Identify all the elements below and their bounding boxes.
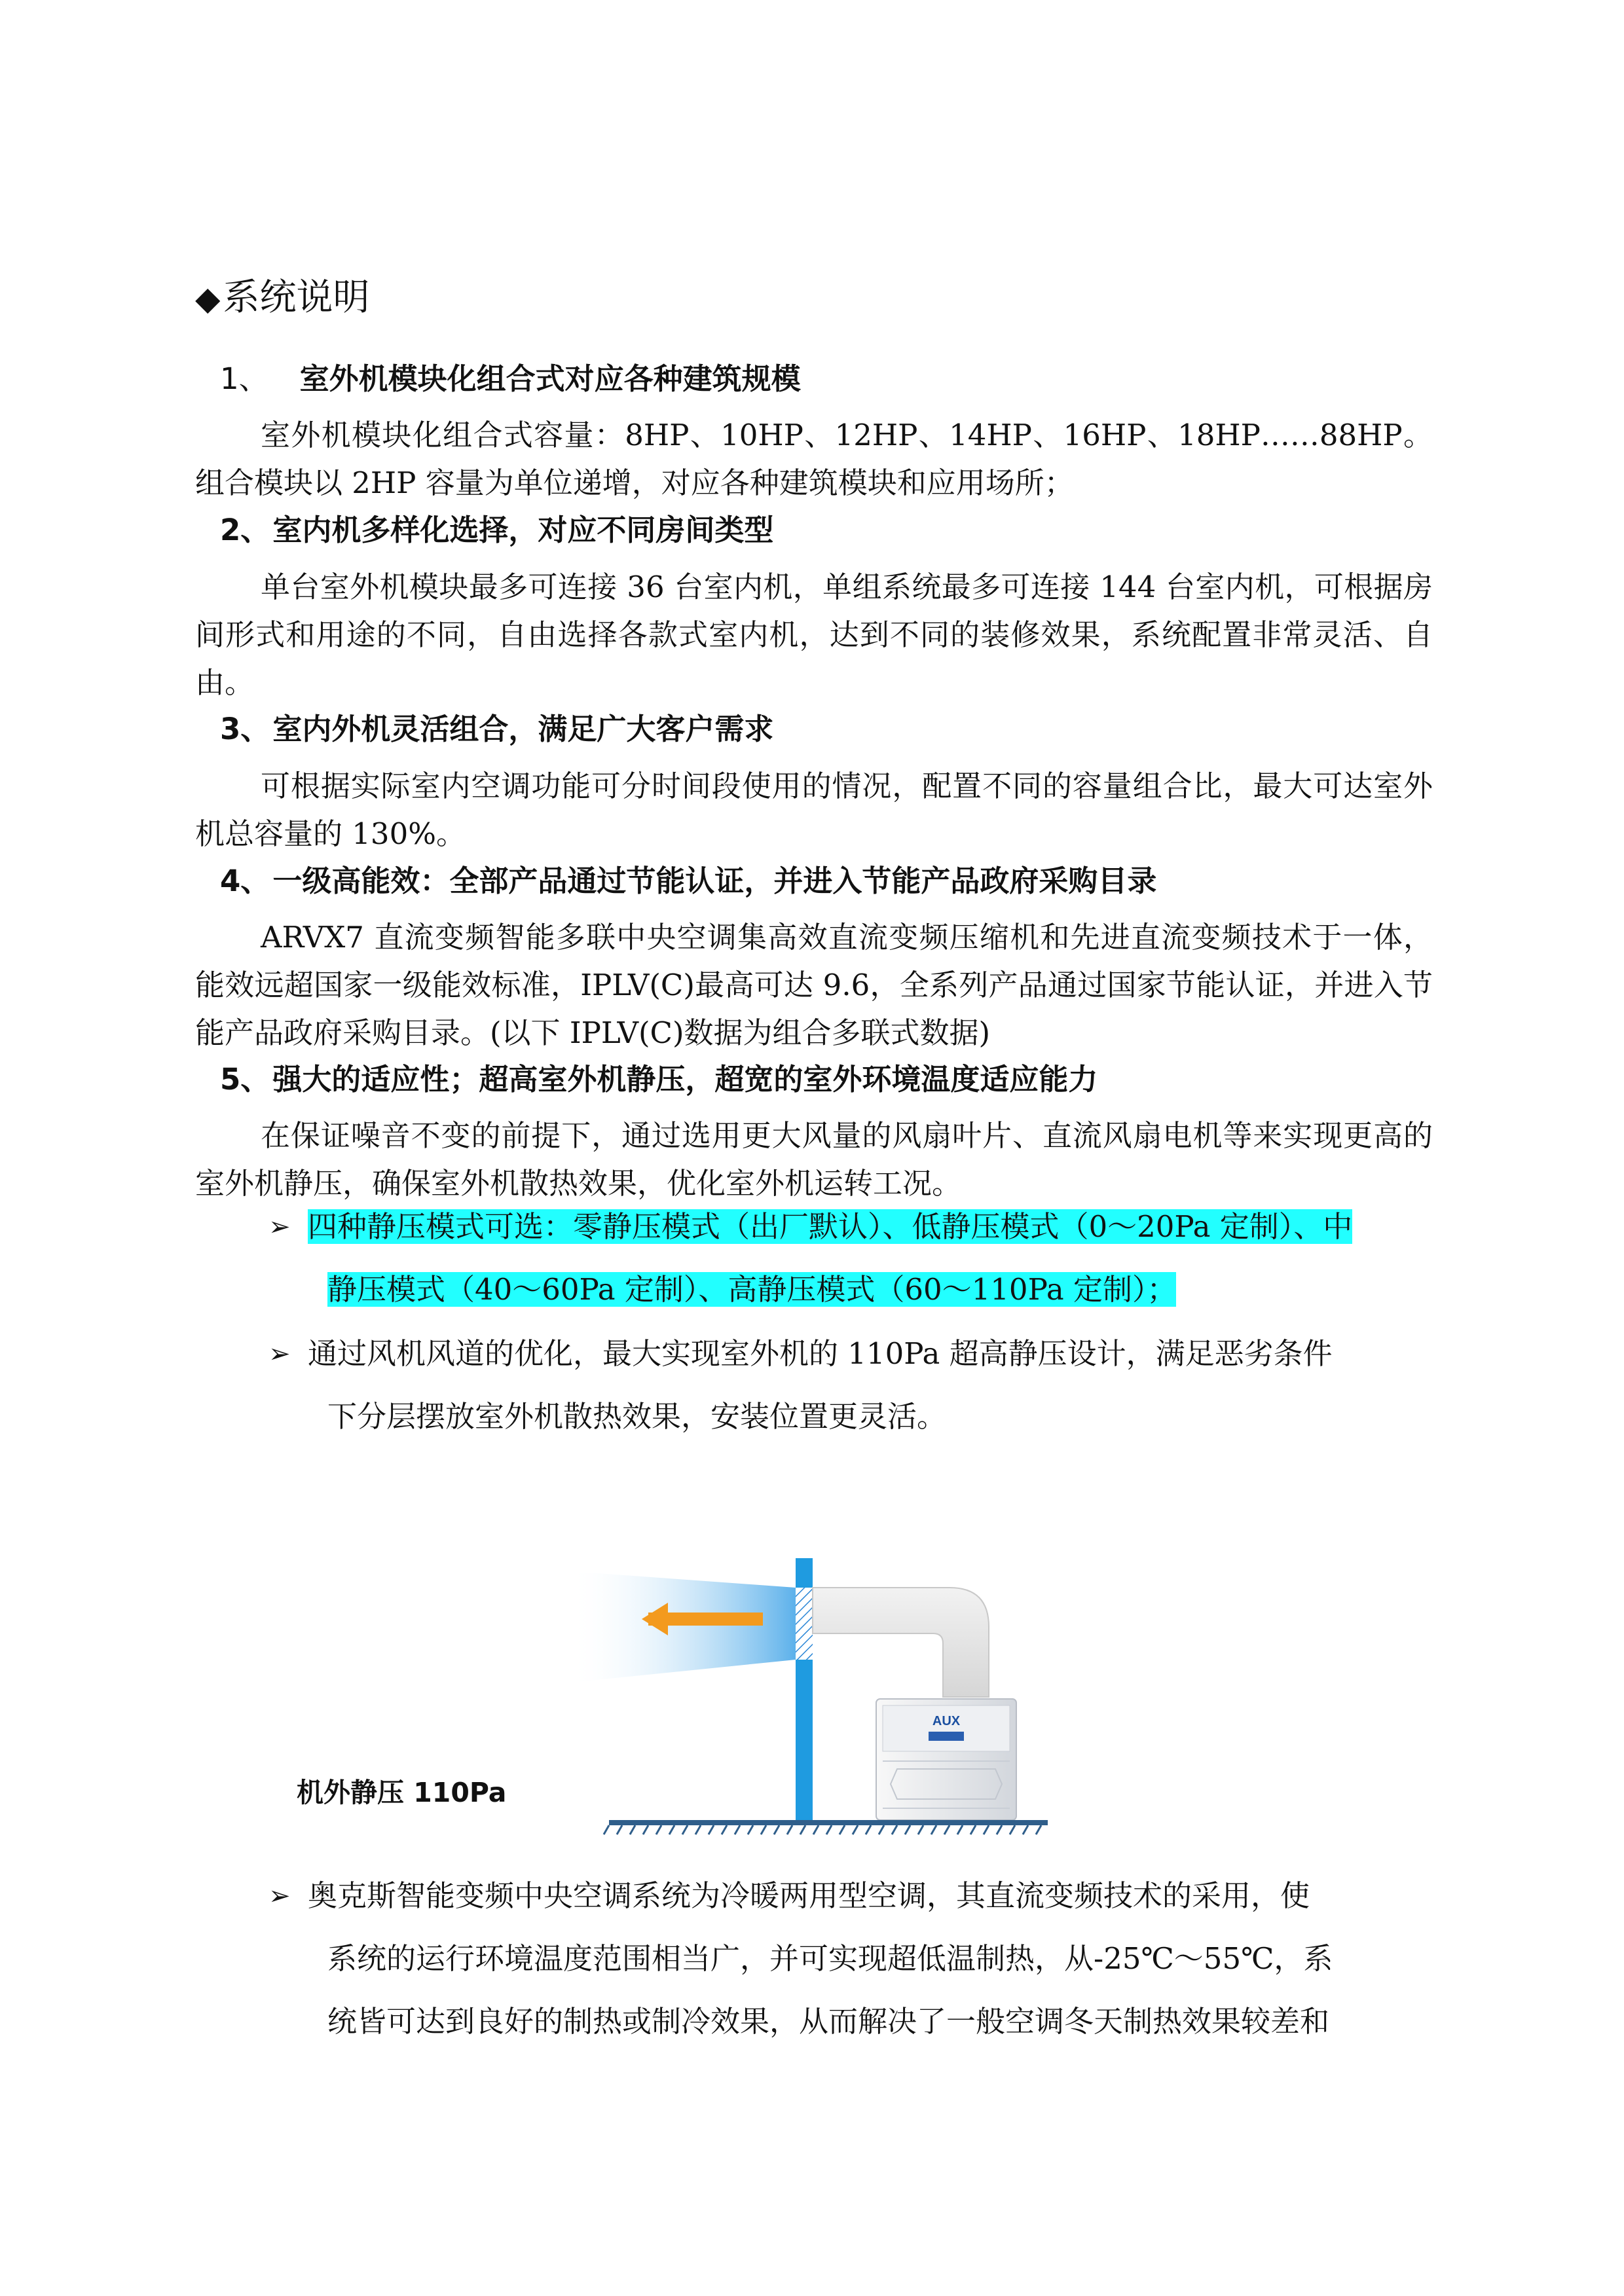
duct — [813, 1588, 989, 1697]
heading-number: 5、 — [220, 1062, 270, 1097]
wall-opening — [796, 1588, 813, 1660]
bullet-line: 奥克斯智能变频中央空调系统为冷暖两用型空调，其直流变频技术的采用，使 — [308, 1878, 1310, 1913]
outdoor-unit-illustration — [570, 1525, 1067, 1840]
aux-logo: AUX — [932, 1714, 961, 1728]
bullet-line: 四种静压模式可选：零静压模式（出厂默认）、低静压模式（0～20Pa 定制）、中 — [308, 1209, 1353, 1244]
bullet-line: 通过风机风道的优化，最大实现室外机的 110Pa 超高静压设计，满足恶劣条件 — [308, 1336, 1333, 1371]
paragraph-1: 室外机模块化组合式容量：8HP、10HP、12HP、14HP、16HP、18HP……88HP。组合模块以 2HP 容量为单位递增，对应各种建筑模块和应用场所； — [195, 418, 1433, 500]
section-title — [195, 272, 369, 325]
heading-2 — [220, 509, 773, 551]
bullet-wide-temperature-range — [268, 1865, 1434, 2053]
arrow-bullet-icon: ➢ — [268, 1339, 291, 1369]
arrow-bullet-icon: ➢ — [268, 1212, 291, 1242]
heading-number: 3、 — [220, 712, 270, 746]
bullet-line: 下分层摆放室外机散热效果，安装位置更灵活。 — [327, 1399, 947, 1434]
ground-hatch — [604, 1825, 1041, 1834]
heading-number: 2、 — [220, 513, 270, 547]
bullet-line: 静压模式（40～60Pa 定制）、高静压模式（60～110Pa 定制）； — [327, 1272, 1177, 1307]
heading-4 — [220, 860, 1156, 902]
bullet-line: 系统的运行环境温度范围相当广，并可实现超低温制热，从-25℃～55℃，系 — [327, 1941, 1333, 1976]
paragraph-3: 可根据实际室内空调功能可分时间段使用的情况，配置不同的容量组合比，最大可达室外机总容量的 130%。 — [195, 769, 1433, 851]
airflow-cone — [570, 1571, 796, 1683]
heading-text: 强大的适应性；超高室外机静压，超宽的室外环境温度适应能力 — [272, 1062, 1098, 1097]
bullet-line: 统皆可达到良好的制热或制冷效果，从而解决了一般空调冬天制热效果较差和 — [327, 2004, 1330, 2039]
figure-caption: 机外静压 110Pa — [297, 1777, 507, 1808]
arrow-bullet-icon: ➢ — [268, 1881, 291, 1911]
diamond-bullet-icon: ◆ — [195, 280, 221, 318]
paragraph-4: ARVX7 直流变频智能多联中央空调集高效直流变频压缩机和先进直流变频技术于一体，能效远超国家一级能效标准，IPLV(C)最高可达 9.6，全系列产品通过国家节能认证，并进入节能产品政府采购目录。(以下 IPLV(C)数据为组合多联式数据) — [195, 920, 1433, 1050]
heading-1 — [220, 358, 801, 400]
heading-5 — [220, 1059, 1098, 1101]
heading-text: 一级高能效：全部产品通过节能认证，并进入节能产品政府采购目录 — [272, 864, 1157, 898]
bullet-static-pressure-modes — [268, 1195, 1434, 1321]
static-pressure-diagram — [570, 1525, 1067, 1840]
heading-number: 1、 — [220, 361, 268, 396]
paragraph-2: 单台室外机模块最多可连接 36 台室内机，单组系统最多可连接 144 台室内机，可根据房间形式和用途的不同，自由选择各款式室内机，达到不同的装修效果，系统配置非常灵活、自由。 — [195, 570, 1433, 700]
ground-line — [609, 1820, 1048, 1825]
bullet-fan-duct-optimization — [268, 1322, 1434, 1448]
heading-3 — [220, 708, 773, 750]
heading-text: 室内机多样化选择，对应不同房间类型 — [272, 513, 774, 547]
section-title-text: 系统说明 — [223, 276, 370, 319]
unit-badge — [929, 1732, 964, 1741]
paragraph-5: 在保证噪音不变的前提下，通过选用更大风量的风扇叶片、直流风扇电机等来实现更高的室外机静压，确保室外机散热效果，优化室外机运转工况。 — [195, 1118, 1433, 1201]
heading-text: 室外机模块化组合式对应各种建筑规模 — [299, 361, 801, 396]
unit-top-panel — [883, 1705, 1010, 1751]
heading-text: 室内外机灵活组合，满足广大客户需求 — [272, 712, 774, 746]
heading-number: 4、 — [220, 864, 270, 898]
